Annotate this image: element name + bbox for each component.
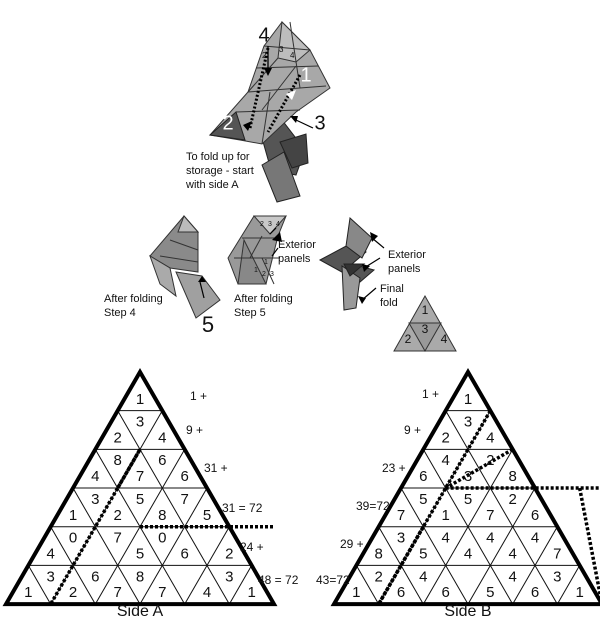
- side-a-row-sum: 1 +: [190, 389, 208, 403]
- cell-number: 8: [135, 568, 145, 586]
- cell-number: 4: [91, 468, 100, 486]
- side-b-row-sum: 39=72: [356, 499, 390, 513]
- side-b-row-sum: 43=72: [316, 573, 350, 587]
- cell-number: 4: [486, 429, 495, 447]
- cell-number: 2: [225, 545, 234, 563]
- cell-number: 5: [419, 490, 428, 508]
- cell-number: 3: [225, 568, 234, 586]
- cell-number: 2: [113, 506, 122, 524]
- cell-number: 4: [486, 529, 495, 547]
- final-fold-line-1: Final: [380, 283, 404, 295]
- side-a-row-sum: 31 = 72: [222, 501, 263, 515]
- cell-number: 3: [46, 568, 55, 586]
- step-5-small-number: 1: [264, 259, 268, 266]
- cell-number: 3: [463, 413, 473, 431]
- cell-number: 7: [113, 529, 122, 547]
- cell-number: 1: [463, 390, 473, 408]
- cell-number: 6: [530, 584, 540, 602]
- top-small-number: 3: [279, 45, 284, 54]
- cell-number: 6: [419, 468, 428, 486]
- step-5-small-number: 2: [262, 271, 266, 278]
- cell-number: 5: [486, 584, 495, 602]
- cell-number: 5: [419, 545, 428, 563]
- cell-number: 2: [486, 452, 495, 470]
- cell-number: 1: [68, 506, 78, 524]
- folded-number: 2: [404, 332, 412, 347]
- after-step-4-caption-line-1: After folding: [104, 293, 163, 305]
- cell-number: 4: [202, 584, 212, 602]
- cell-number: 1: [352, 584, 361, 602]
- cell-number: 1: [441, 506, 450, 524]
- storage-caption-line-1: To fold up for: [186, 151, 250, 163]
- cell-number: 7: [113, 584, 122, 602]
- side-b-label: Side B: [444, 603, 492, 620]
- folded-number: 3: [421, 322, 429, 337]
- grid-line: [446, 411, 558, 604]
- step-5-small-number: 2: [260, 221, 264, 228]
- cell-number: 4: [508, 568, 517, 586]
- cell-number: 2: [441, 429, 450, 447]
- cell-number: 0: [158, 529, 167, 547]
- cell-number: 7: [396, 506, 406, 524]
- cell-number: 4: [508, 545, 517, 563]
- after-step-5-caption-line-1: After folding: [234, 293, 293, 305]
- cell-number: 2: [68, 584, 78, 602]
- storage-caption-line-3: with side A: [186, 179, 239, 191]
- cell-number: 6: [180, 545, 189, 563]
- step-5-label: 5: [201, 311, 215, 337]
- cell-number: 5: [135, 545, 145, 563]
- cell-number: 4: [46, 545, 55, 563]
- side-b-row-sum: 29 +: [340, 537, 364, 551]
- side-a-triangle: [6, 372, 274, 604]
- cell-number: 6: [180, 468, 189, 486]
- side-b-row-sum: 1 +: [422, 387, 440, 401]
- cell-number: 3: [396, 529, 406, 547]
- step-2-label: 2: [222, 112, 234, 135]
- exterior-panels-1-line-1: Exterior: [278, 239, 316, 251]
- cell-number: 5: [202, 506, 212, 524]
- after-step-4-caption-line-2: Step 4: [104, 307, 136, 319]
- step-3-label: 3: [314, 112, 326, 135]
- after-step-5-caption-line-2: Step 5: [234, 307, 266, 319]
- cell-number: 1: [135, 390, 145, 408]
- exterior-panels-2-line-2: panels: [388, 263, 421, 275]
- final-fold-line-2: fold: [380, 297, 398, 309]
- grid-line: [468, 488, 535, 604]
- side-b-triangle: [334, 372, 600, 604]
- cell-number: 6: [530, 506, 540, 524]
- cell-number: 8: [508, 468, 517, 486]
- step-5-small-number: 4: [276, 221, 280, 228]
- top-small-number: 2: [262, 51, 267, 60]
- exterior-panels-1-line-2: panels: [278, 253, 311, 265]
- cell-number: 2: [508, 490, 517, 508]
- cell-number: 4: [441, 452, 450, 470]
- cell-number: 6: [91, 568, 100, 586]
- cell-number: 1: [24, 584, 33, 602]
- step-5-small-number: 3: [268, 221, 272, 228]
- side-a-row-sum: 9 +: [186, 423, 204, 437]
- cell-number: 7: [135, 468, 145, 486]
- cell-number: 8: [113, 452, 122, 470]
- cell-number: 4: [441, 529, 450, 547]
- side-a-row-sum: 24 +: [240, 540, 264, 554]
- cell-number: 6: [158, 452, 167, 470]
- cell-number: 4: [530, 529, 540, 547]
- cell-number: 7: [553, 545, 562, 563]
- side-a-row-sum: 48 = 72: [258, 573, 299, 587]
- grid-line: [118, 411, 230, 604]
- step-5-small-number: 3: [270, 271, 274, 278]
- side-a-row-sum: 31 +: [204, 461, 228, 475]
- folded-number: 4: [440, 332, 448, 347]
- step-5-small-number: 1: [254, 267, 258, 274]
- cell-number: 6: [441, 584, 450, 602]
- cell-number: 7: [486, 506, 495, 524]
- cell-number: 2: [374, 568, 383, 586]
- side-b-row-sum: 9 +: [404, 423, 422, 437]
- cell-number: 5: [135, 490, 145, 508]
- cell-number: 8: [374, 545, 383, 563]
- cell-number: 3: [463, 468, 473, 486]
- step-1-label: 1: [300, 64, 312, 87]
- cell-number: 7: [158, 584, 167, 602]
- exterior-panels-2-line-1: Exterior: [388, 249, 426, 261]
- storage-caption-line-2: storage - start: [186, 165, 254, 177]
- cell-number: 4: [419, 568, 428, 586]
- cell-number: 3: [91, 490, 100, 508]
- cell-number: 8: [158, 506, 167, 524]
- cell-number: 6: [396, 584, 406, 602]
- cell-number: 3: [135, 413, 145, 431]
- cell-number: 1: [247, 584, 256, 602]
- cell-number: 2: [113, 429, 122, 447]
- cell-number: 4: [463, 545, 473, 563]
- cell-number: 1: [575, 584, 584, 602]
- cell-number: 7: [180, 490, 189, 508]
- grid-line: [140, 488, 207, 604]
- top-small-number: 4: [290, 51, 295, 60]
- side-b-row-sum: 23 +: [382, 461, 406, 475]
- cell-number: 4: [158, 429, 167, 447]
- step-4-label: 4: [258, 24, 270, 47]
- cell-number: 3: [553, 568, 562, 586]
- folded-number: 1: [421, 303, 429, 318]
- cell-number: 5: [463, 490, 473, 508]
- cell-number: 0: [68, 529, 78, 547]
- final-fold-illustration: [320, 218, 384, 310]
- side-a-label: Side A: [116, 603, 164, 620]
